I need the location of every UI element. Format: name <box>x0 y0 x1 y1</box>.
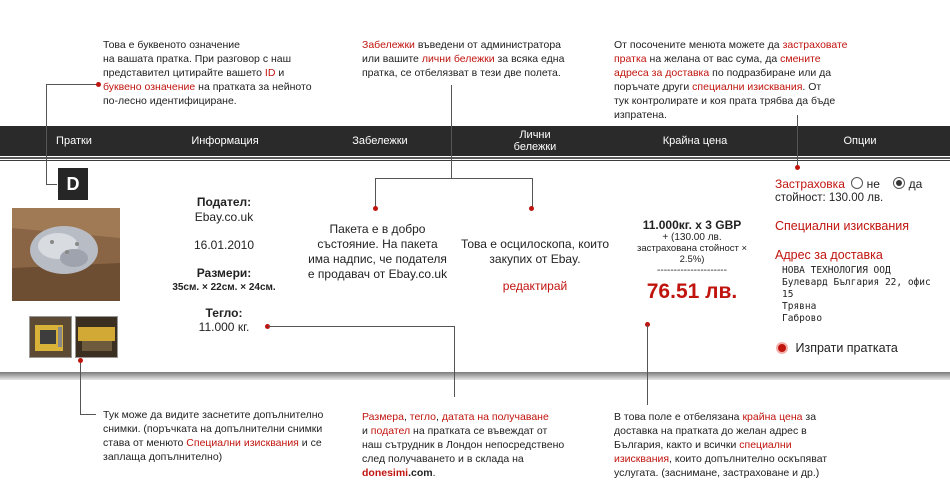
edit-note-link[interactable]: редактирай <box>502 279 568 293</box>
device-photo-icon <box>76 317 117 357</box>
size-value: 35см. × 22см. × 24см. <box>172 282 276 293</box>
note-photos: Тук може да видите заснетите допълнително снимки. (поръчката на допълнителни снимки става от менюто Специални изисквания и се заплаща допълнително) <box>103 409 324 463</box>
col-header-personal-notes: Лични бележки <box>513 129 557 153</box>
price-line-rate: 2.5%) <box>679 254 705 265</box>
box-photo-icon <box>12 208 120 301</box>
insurance-row <box>775 177 922 191</box>
note-remarks: Забележки въведени от администратора или вашите лични бележки за всяка една пратка, се отбелязват в тези две полета. <box>362 39 565 79</box>
connector-remarks <box>451 85 452 178</box>
note-details: Размера, тегло, датата на получаване и подател на пратката се въвеждат от наш сътрудник в Лондон непосредствено след получаването и в склада на donesimi.com. <box>362 411 565 479</box>
delivery-address-link[interactable]: Адрес за доставка <box>775 248 883 262</box>
extra-photo-thumbnail-2[interactable] <box>75 316 118 358</box>
admin-remark: Пакета е в добро състояние. На пакета има надпис, че подателя е продавач от Ebay.co.uk <box>307 222 448 281</box>
received-date: 16.01.2010 <box>193 238 255 252</box>
connector-dot <box>795 165 800 170</box>
special-requirements-link[interactable]: Специални изисквания <box>775 219 910 233</box>
price-line-insurance: + (130.00 лв. <box>662 232 722 243</box>
personal-note: Това е осцилоскопа, които закупих от Ebay. <box>460 237 610 266</box>
sender-value: Ebay.co.uk <box>194 210 254 224</box>
note-letter-id: Това е буквеното означение на вашата пратка. При разговор с наш представител цитирайте вашето ID и буквено означение на пратката за нейното по-лесно идентифициране. <box>103 39 312 107</box>
weight-value: 11.000 кг. <box>198 320 250 334</box>
connector-letter <box>46 84 99 185</box>
insurance-label: Застраховка <box>775 177 845 191</box>
col-header-final-price: Крайна цена <box>662 135 728 147</box>
header-divider <box>0 157 950 159</box>
device-photo-icon <box>30 317 71 357</box>
connector-photos <box>80 360 81 414</box>
price-line-insured-value: застрахована стойност × <box>636 243 748 254</box>
note-options: От посочените менюта можете да застраховате пратка на желана от вас сума, да смените адреса за доставка по подразбиране или да поръчате други специални изисквания. От тук контролирате и коя прата трябва да бъде изпратена. <box>614 39 848 121</box>
price-breakdown <box>612 218 772 304</box>
row-shadow <box>0 372 950 380</box>
delivery-address: НОВА ТЕХНОЛОГИЯ ООД Булевард България 22, офис 15 Трявна Габрово <box>782 265 931 324</box>
connector-options <box>797 115 798 167</box>
price-separator: --------------------- <box>657 265 727 276</box>
insurance-no-radio[interactable] <box>851 177 863 189</box>
insurance-yes-radio[interactable] <box>893 177 905 189</box>
col-header-options: Опции <box>843 135 877 147</box>
col-header-info: Информация <box>191 135 259 147</box>
size-label: Размери: <box>196 266 252 280</box>
connector-details <box>268 326 455 397</box>
extra-photo-thumbnail-1[interactable] <box>29 316 72 358</box>
insurance-no-label: не <box>866 177 880 191</box>
header-divider-thin <box>0 160 950 161</box>
price-total: 76.51 лв. <box>646 280 738 303</box>
send-package-option[interactable]: Изпрати пратката <box>776 341 898 355</box>
connector-dot <box>78 358 83 363</box>
header-band <box>0 126 950 156</box>
send-radio-icon <box>776 342 788 354</box>
connector-dot <box>373 206 378 211</box>
package-letter-badge: D <box>58 168 88 200</box>
connector-dot <box>529 206 534 211</box>
weight-label: Тегло: <box>205 306 243 320</box>
insurance-value: стойност: 130.00 лв. <box>775 192 884 204</box>
package-main-photo[interactable] <box>12 208 120 301</box>
insurance-yes-label: да <box>908 177 923 191</box>
connector-dot <box>96 82 101 87</box>
price-line-weight: 11.000кг. x 3 GBP <box>642 218 742 232</box>
col-header-packages: Пратки <box>56 135 92 147</box>
note-final-price: В това поле е отбелязана крайна цена за доставка на пратката до желан адрес в България, както и всички специални изисквания, които допълнително оскъпяват услугата. (заснимане, застраховане и др.) <box>614 411 828 479</box>
connector-price <box>647 325 648 405</box>
col-header-remarks: Забележки <box>352 135 408 147</box>
sender-label: Подател: <box>196 195 252 209</box>
